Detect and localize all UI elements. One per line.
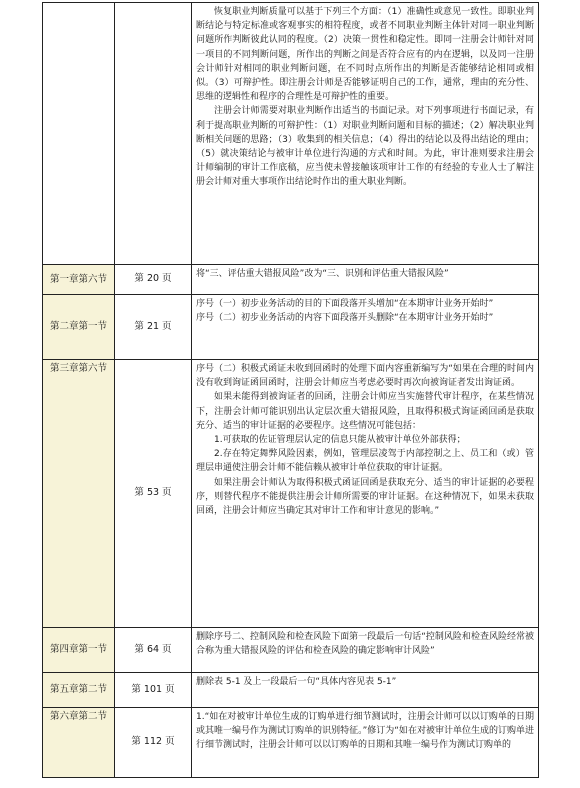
table-row: [43, 628, 539, 673]
table-row: [43, 265, 539, 295]
paragraph: 1.可获取的佐证管理层认定的信息只能从被审计单位外部获得；: [214, 435, 466, 446]
content-cell: [192, 708, 539, 778]
section-cell: 第四章第一节: [43, 628, 115, 673]
section-cell: 第六章第二节: [43, 708, 115, 778]
paragraph: 如果注册会计师认为取得积极式函证回函是获取充分、适当的审计证据的必要程序，则替代程序不能提供注册会计师所需要的审计证据。在这种情况下，如果未获取回函，注册会计师应当确定其对审计工作和审计意见的影响。”: [196, 477, 534, 517]
paragraph: 序号（二）初步业务活动的内容下面段落开头删除“在本期审计业务开始时”: [196, 313, 494, 324]
content-cell: [192, 295, 539, 360]
table-row: [43, 673, 539, 708]
page-cell: 第 101 页: [115, 673, 192, 708]
table-row: [43, 708, 539, 778]
page-cell: 第 53 页: [115, 360, 192, 628]
paragraph: 序号（二）积极式函证未收到回函时的处理下面内容重新编写为“如果在合理的时间内没有收到询证函回函时，注册会计师应当考虑必要时再次向被询证者发出询证函。: [196, 364, 534, 389]
table-row: [43, 360, 539, 628]
section-cell: 第三章第六节: [43, 360, 115, 628]
paragraph: 1.“如在对被审计单位生成的订购单进行细节测试时，注册会计师可以以订购单的日期或其唯一编号作为测试订购单的识别特征。”修订为“如在对被审计单位生成的订购单进行细节测试时，注册会计师可以以订购单的日期和其唯一编号作为测试订购单的: [196, 712, 534, 751]
paragraph: 删除序号二、控制风险和检查风险下面第一段最后一句话“控制风险和检查风险经常被合称为重大错报风险的评估和检查风险的确定影响审计风险”: [196, 632, 534, 657]
page-cell: 第 64 页: [115, 628, 192, 673]
table-row: [43, 295, 539, 360]
paragraph: 序号（一）初步业务活动的目的下面段落开头增加“在本期审计业务开始时”: [196, 299, 494, 309]
section-cell: 第五章第二节: [43, 673, 115, 708]
paragraph: 如果未能得到被询证者的回函，注册会计师应当实施替代审计程序，在某些情况下，注册会计师可能识别出认定层次重大错报风险，且取得积极式询证函回函是获取充分、适当的审计证据的必要程序。这些情况可能包括：: [196, 392, 534, 431]
paragraph: 恢复职业判断质量可以基于下列三个方面：（1）准确性或意见一致性。即职业判断结论与特定标准或客观事实的相符程度，或者不同职业判断主体针对同一职业判断问题所作判断彼此认同的程度。（2）决策一贯性和稳定性。即同一注册会计师针对同一项目的不同判断问题，所作出的判断之间是否符合应有的内在逻辑，以及同一注册会计师针对相同的职业判断问题，在不同时点所作出的判断是否能够结论相同或相似。（3）可辩护性。即注册会计师是否能够证明自己的工作，通常，理由的充分性、思维的逻辑性和程序的合理性是可辩护性的重要。: [196, 7, 534, 103]
section-cell: 第一章第六节: [43, 265, 115, 295]
page-cell: 第 20 页: [115, 265, 192, 295]
paragraph: 将“三、评估重大错报风险”改为“三、识别和评估重大错报风险”: [196, 269, 449, 279]
content-cell: [192, 360, 539, 628]
paragraph: 删除表 5-1 及上一段最后一句“具体内容见表 5-1”: [196, 677, 397, 687]
revision-table: [42, 2, 539, 778]
page-cell: 第 112 页: [115, 708, 192, 778]
content-cell: [192, 265, 539, 295]
paragraph: 注册会计师需要对职业判断作出适当的书面记录。对下列事项进行书面记录，有利于提高职业判断的可辩护性：（1）对职业判断问题和目标的描述；（2）解决职业判断相关问题的思路；（3）收集到的相关信息；（4）得出的结论以及得出结论的理由；（5）就决策结论与被审计单位进行沟通的方式和时间。为此，审计准则要求注册会计师编制的审计工作底稿，应当使未曾接触该项审计工作的有经验的专业人士了解注册会计师对重大事项作出结论时作出的重大职业判断。: [196, 106, 534, 188]
content-cell: [192, 3, 539, 265]
content-cell: [192, 628, 539, 673]
page-cell: 第 21 页: [115, 295, 192, 360]
page-cell: [115, 3, 192, 265]
section-cell: [43, 3, 115, 265]
paragraph: 2.存在特定舞弊风险因素，例如，管理层凌驾于内部控制之上、员工和（或）管理层串通使注册会计师不能信赖从被审计单位获取的审计证据。: [196, 449, 534, 474]
section-cell: 第二章第一节: [43, 295, 115, 360]
table-row: [43, 3, 539, 265]
content-cell: [192, 673, 539, 708]
